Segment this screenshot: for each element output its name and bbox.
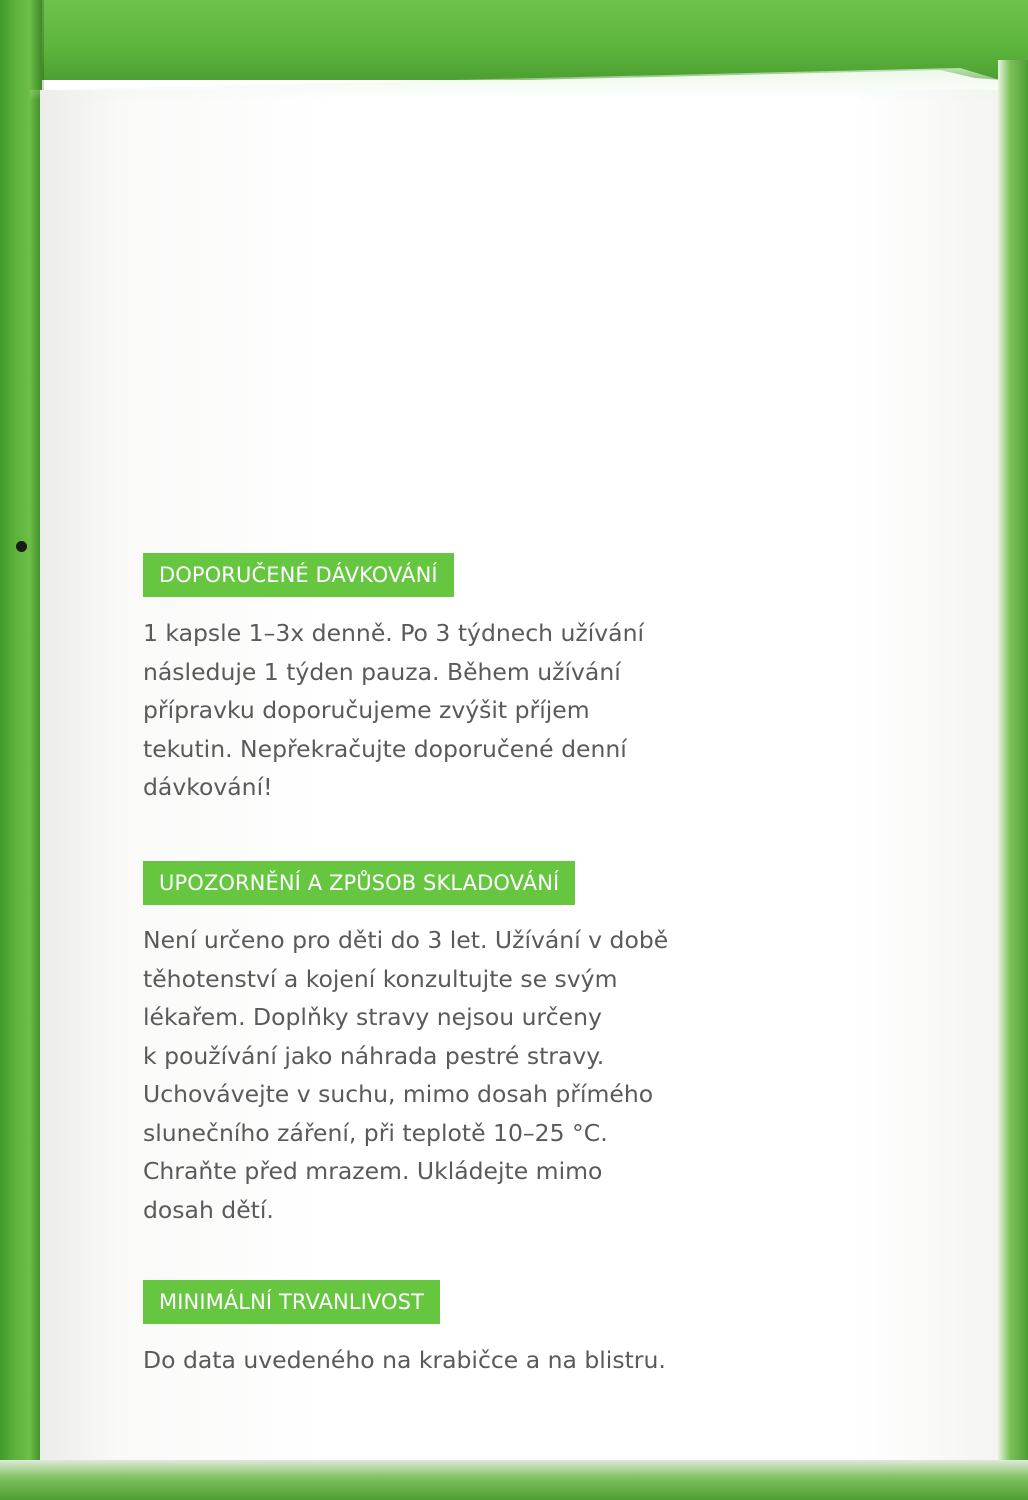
dosage-text [143, 614, 644, 807]
warning-line: dosah dětí. [143, 1195, 274, 1224]
warning-line: Není určeno pro děti do 3 let. Užívání v době [143, 926, 669, 954]
warning-line: slunečního záření, při teplotě 10–25 °C. [143, 1118, 608, 1147]
dosage-heading: DOPORUČENÉ DÁVKOVÁNÍ [143, 553, 454, 597]
warning-storage-text [143, 921, 668, 1229]
box-top-lid [0, 0, 1028, 80]
box-right-edge [998, 60, 1028, 1500]
dosage-line: přípravku doporučujeme zvýšit příjem [143, 696, 590, 724]
dosage-line: následuje 1 týden pauza. Během užívání [143, 657, 621, 686]
box-bottom-edge [0, 1460, 1028, 1500]
warning-storage-heading: UPOZORNĚNÍ A ZPŮSOB SKLADOVÁNÍ [143, 861, 575, 905]
warning-line: k používání jako náhrada pestré stravy. [143, 1041, 605, 1070]
warning-line: Uchovávejte v suchu, mimo dosah přímého [143, 1080, 654, 1108]
dosage-line: tekutin. Nepřekračujte doporučené denní [143, 734, 627, 763]
warning-line: těhotenství a kojení konzultujte se svým [143, 964, 618, 993]
dosage-line: dávkování! [143, 773, 273, 801]
shelf-life-heading: MINIMÁLNÍ TRVANLIVOST [143, 1280, 440, 1324]
shelf-life-line: Do data uvedeného na krabičce a na blistru. [143, 1346, 666, 1374]
shelf-life-text [143, 1341, 666, 1380]
warning-line: Chraňte před mrazem. Ukládejte mimo [143, 1157, 603, 1185]
side-dot [16, 541, 27, 552]
warning-line: lékařem. Doplňky stravy nejsou určeny [143, 1003, 602, 1031]
dosage-line: 1 kapsle 1–3x denně. Po 3 týdnech užívání [143, 619, 644, 647]
